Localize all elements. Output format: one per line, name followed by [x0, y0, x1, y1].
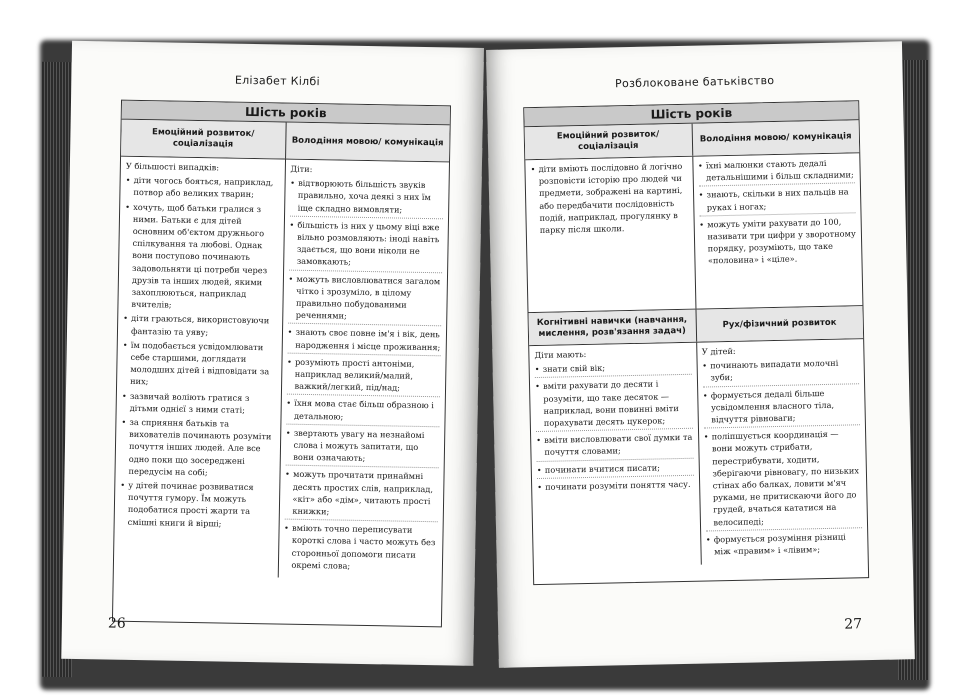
- list-item: • формується дедалі більше усвідомлення власного тіла, відчуття рівноваги;: [703, 386, 860, 429]
- table-title: Шість років: [524, 101, 858, 127]
- physical-development-cell: [696, 339, 868, 565]
- list-item: • за сприяння батьків та вихователів починають розуміти почуття інших людей. Але все одно поки що зосереджені передусім на собі;: [120, 416, 275, 480]
- list-item: • знати свій вік;: [535, 360, 692, 378]
- right-page: [486, 41, 915, 668]
- list-item: • поліпшується координація — вони можуть стрибати, перестрибувати, ходити, зберігаючи рівновагу, по низьких стінах або балках, ловити м'яч руками, не притискаючи його до грудей, вчаться кататися на велосипеді;: [704, 427, 863, 531]
- left-page-number: 26: [107, 615, 126, 632]
- list-item: • їхня мова стає більш образною і детальною;: [286, 397, 440, 427]
- cognitive-skills-cell: [529, 343, 700, 569]
- header-emotional-development: Емоційний розвиток/ соціалізація: [525, 124, 692, 159]
- list-item: • знають своє повне ім'я і вік, день народження і місце проживання;: [287, 326, 441, 356]
- table-title: Шість років: [122, 101, 450, 126]
- header-language: Володіння мовою/ комунікація: [691, 120, 859, 156]
- header-emotional-development: Емоційний розвиток/ соціалізація: [121, 120, 285, 159]
- six-years-table-right: [523, 100, 869, 585]
- table-header-row: [121, 120, 450, 163]
- list-item: • зазвичай воліють гратися з дітьми однієї з ними статі;: [122, 389, 276, 416]
- header-physical-development: Рух/фізичний розвиток: [695, 306, 863, 342]
- list-item: • більшість із них у цьому віці вже вільно розмовляють: іноді навіть здається, що вони ніколи не замовкають;: [289, 218, 443, 272]
- list-item: • розуміють прості антоніми, наприклад великий/малий, важкий/легкий, під/над;: [286, 355, 440, 397]
- list-item: • хочуть, щоб батьки гралися з ними. Батьки є для дітей основним об'єктом дружнього спілкування та любові. Однак вони поступово починають задовольняти ці потреби через друзів та інших людей, якими захоплюються, наприклад вчителів;: [123, 200, 278, 312]
- list-item: • вміти рахувати до десяти і розуміти, що таке десяток — наприклад, вони повинні вміти порахувати десять цукерок;: [535, 377, 693, 432]
- list-item: • вміти висловлювати свої думки та почуття словами;: [536, 431, 693, 462]
- six-years-table-left: [112, 100, 451, 628]
- cell-intro: Діти:: [290, 163, 313, 175]
- header-language: Володіння мовою/ комунікація: [285, 123, 450, 162]
- emotional-development-cell: [114, 157, 285, 578]
- right-page-number: 27: [844, 616, 863, 633]
- list-item: • у дітей починає розвиватися почуття гумору. Їм можуть подобатися прості жарти та смішні книги й вірші;: [120, 479, 274, 530]
- cell-intro: Діти мають:: [534, 348, 587, 361]
- cell-intro: У більшості випадків:: [125, 160, 220, 173]
- cell-intro: У дітей:: [701, 345, 736, 357]
- list-item: • їм подобається усвідомлювати себе старшими, доглядати молодших дітей і відповідати за них;: [122, 339, 276, 390]
- table-body-row: [525, 153, 862, 313]
- list-item: • починати вчитися писати;: [537, 460, 694, 478]
- list-item: • діти граються, використовуючи фантазію та уяву;: [123, 312, 277, 339]
- list-item: • діти вміють послідовно й логічно розповісти історію про людей чи предмети, зображені на картині, або передбачити послідовність подій, наприклад, прогулянку в парку після школи.: [530, 160, 688, 236]
- list-item: • звертають увагу на незнайомі слова і можуть запитати, що вони означають;: [285, 426, 439, 468]
- language-cell: [277, 160, 449, 581]
- list-item: • відтворюють більшість звуків правильно, хоча деякі з них їм іще складно вимовляти;: [290, 177, 444, 219]
- list-item: • знають, скільки в них пальців на руках і ногах;: [698, 186, 855, 217]
- table-body-row: [114, 157, 449, 581]
- list-item: • їхні малюнки стають дедалі детальнішими і більш складними;: [698, 156, 855, 187]
- table-body-row-2: [529, 339, 868, 568]
- header-cognitive-skills: Когнітивні навички (навчання, мислення, розв'язання задач): [529, 310, 696, 345]
- left-page: [61, 41, 484, 666]
- left-running-head: Елізабет Кілбі: [234, 73, 321, 89]
- list-item: • можуть уміти рахувати до 100, називати три цифри у зворотному порядку, розуміють, що таке «половина» і «ціле».: [699, 215, 857, 269]
- emotional-development-cell: [525, 157, 695, 312]
- list-item: • починати розуміти поняття часу.: [537, 478, 694, 495]
- list-item: • починають випадати молочні зуби;: [702, 356, 859, 387]
- language-cell: [692, 153, 863, 308]
- right-running-head: Розблоковане батьківство: [614, 73, 775, 91]
- list-item: • вміють точно переписувати короткі слова і часто можуть без сторонньої допомоги писати окремі слова;: [283, 522, 437, 575]
- list-item: • формується розуміння різниці між «правим» і «лівим»;: [706, 530, 863, 560]
- list-item: • діти чогось бояться, наприклад, потвор або великих тварин;: [125, 174, 279, 201]
- list-item: • можуть прочитати принаймні десять простих слів, наприклад, «кіт» або «дім», читають прості книжки;: [284, 468, 438, 522]
- list-item: • можуть висловлюватися загалом чітко і зрозуміло, в цілому правильно побудованими реченнями;: [288, 272, 442, 326]
